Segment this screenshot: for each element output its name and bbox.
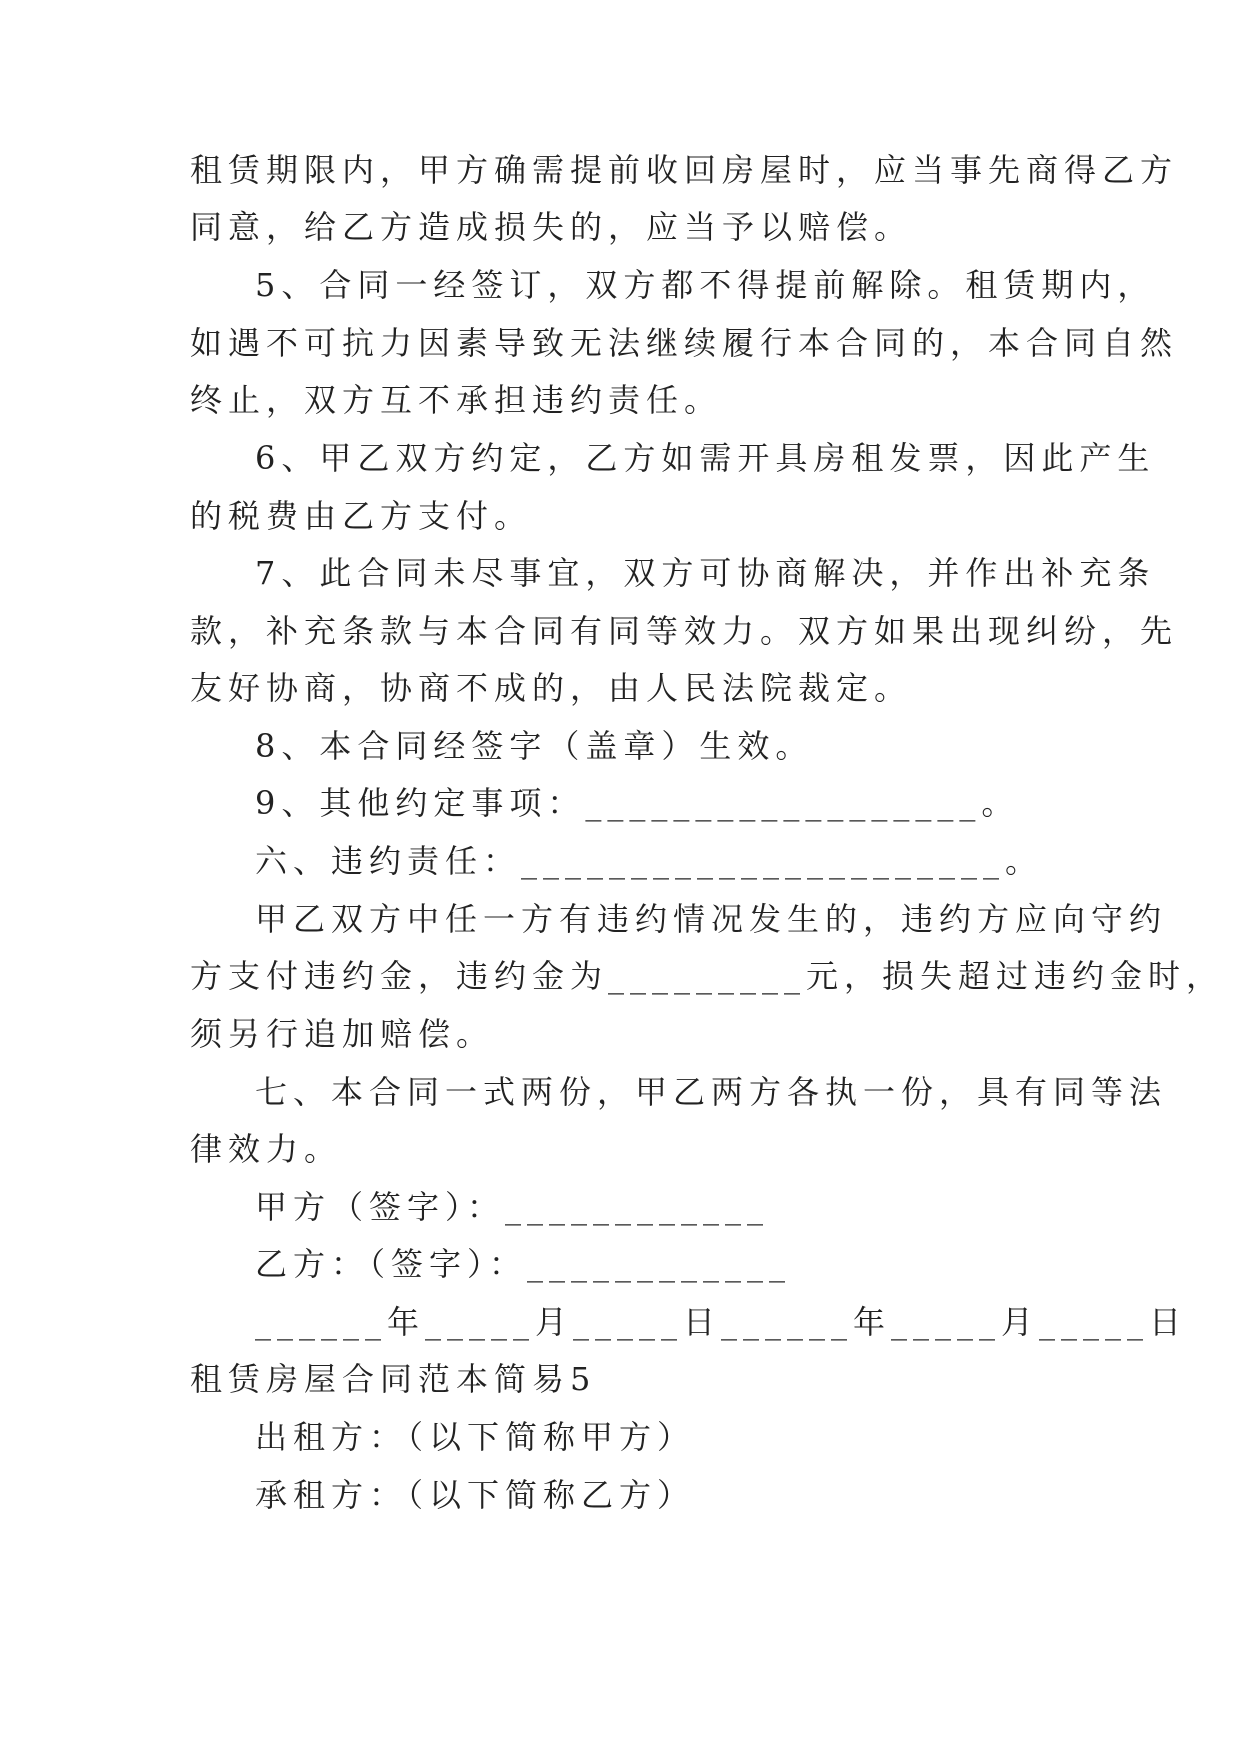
text-line: 甲乙双方中任一方有违约情况发生的，违约方应向守约 (255, 900, 1168, 938)
text-line: 乙方：（签字）：____________ (255, 1245, 792, 1283)
text-line: 须另行追加赔偿。 (190, 1015, 495, 1053)
text-line: 终止，双方互不承担违约责任。 (190, 381, 723, 419)
text-line: 甲方（签字）：____________ (255, 1188, 770, 1226)
text-line: 5、合同一经签订，双方都不得提前解除。租赁期内， (255, 266, 1156, 304)
section-title: 租赁房屋合同范本简易5 (190, 1360, 597, 1398)
text-line: 律效力。 (190, 1130, 343, 1168)
text-line: 七、本合同一式两份，甲乙两方各执一份，具有同等法 (255, 1073, 1168, 1111)
text-line: 如遇不可抗力因素导致无法继续履行本合同的，本合同自然 (190, 324, 1179, 362)
text-line: 承租方：（以下简称乙方） (255, 1476, 696, 1514)
text-line: 出租方：（以下简称甲方） (255, 1418, 696, 1456)
text-line: 款，补充条款与本合同有同等效力。双方如果出现纠纷，先 (190, 612, 1179, 650)
text-line: 方支付违约金，违约金为_________元，损失超过违约金时， (190, 957, 1225, 995)
text-line: 租赁期限内，甲方确需提前收回房屋时，应当事先商得乙方 (190, 151, 1179, 189)
text-line: 六、违约责任：______________________。 (255, 842, 1044, 880)
text-line: 7、此合同未尽事宜，双方可协商解决，并作出补充条 (255, 554, 1156, 592)
text-line: 6、甲乙双方约定，乙方如需开具房租发票，因此产生 (255, 439, 1156, 477)
text-line: 同意，给乙方造成损失的，应当予以赔偿。 (190, 208, 913, 246)
text-line: 9、其他约定事项：__________________。 (255, 784, 1020, 822)
text-line: 8、本合同经签字（盖章）生效。 (255, 727, 814, 765)
text-line: 的税费由乙方支付。 (190, 497, 533, 535)
date-line: ______年_____月_____日______年_____月_____日 (255, 1303, 1188, 1341)
text-line: 友好协商，协商不成的，由人民法院裁定。 (190, 669, 913, 707)
